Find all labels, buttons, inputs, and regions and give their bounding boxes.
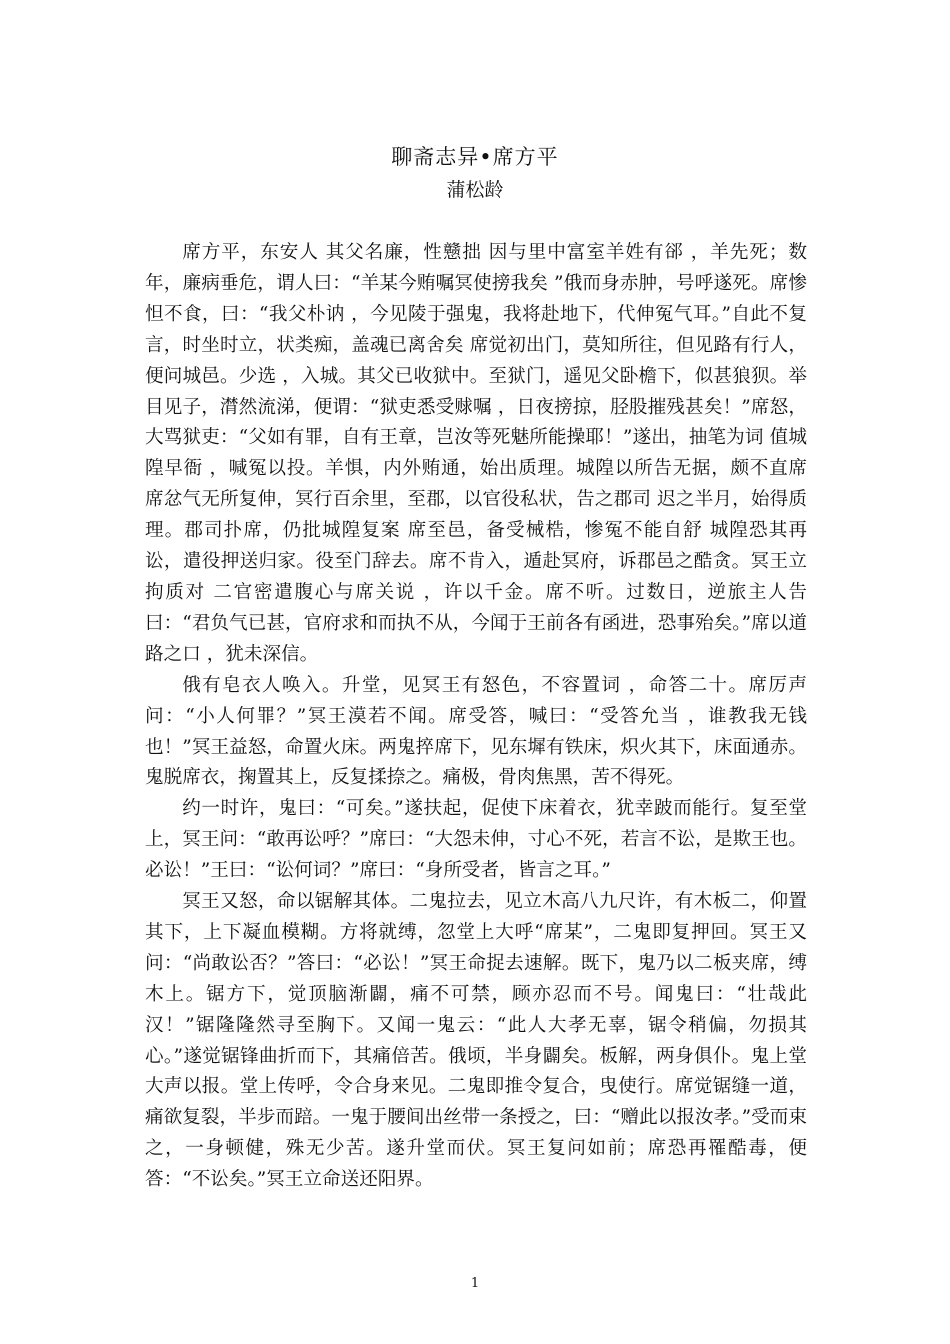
- paragraph: 俄有皂衣人唤入。升堂，见冥王有怒色，不容置词 ，命答二十。席厉声问：“小人何罪？”冥王漠若不闻。席受答，喊曰：“受答允当 ，谁教我无钱也！”冥王益怒，命置火床。两鬼捽席下，见东墀有铁床，炽火其下，床面通赤。鬼脱席衣，掬置其上，反复揉捺之。痛极，骨肉焦黑，苦不得死。: [145, 674, 807, 789]
- paragraph: 约一时许，鬼曰：“可矣。”遂扶起，促使下床着衣，犹幸跛而能行。复至堂上，冥王问：“敢再讼呼？”席曰：“大怨未伸，寸心不死，若言不讼，是欺王也。必讼！”王曰：“讼何词？”席曰：“身所受者，皆言之耳。”: [145, 798, 807, 882]
- document-body: [145, 238, 807, 1196]
- page-number: 1: [470, 1276, 480, 1291]
- paragraph: 冥王又怒，命以锯解其体。二鬼拉去，见立木高八九尺许，有木板二，仰置其下，上下凝血模糊。方将就缚，忽堂上大呼“席某”，二鬼即复押回。冥王又问：“尚敢讼否？”答曰：“必讼！”冥王命捉去速解。既下，鬼乃以二板夹席，缚木上。锯方下，觉顶脑渐闢，痛不可禁，顾亦忍而不号。闻鬼曰：“壮哉此汉！”锯隆隆然寻至胸下。又闻一鬼云：“此人大孝无辜，锯令稍偏，勿损其心。”遂觉锯锋曲折而下，其痛倍苦。俄顷，半身闢矣。板解，两身俱仆。鬼上堂大声以报。堂上传呼，令合身来见。二鬼即推令复合，曳使行。席觉锯缝一道，痛欲复裂，半步而踣。一鬼于腰间出丝带一条授之，曰：“赠此以报汝孝。”受而束之，一身顿健，殊无少苦。遂升堂而伏。冥王复问如前；席恐再罹酷毒，便答：“不讼矣。”冥王立命送还阳界。: [145, 891, 807, 1191]
- document-author: 蒲松龄: [446, 179, 504, 201]
- paragraph: 席方平，东安人 其父名廉，性戆拙 因与里中富室羊姓有郤 ，羊先死；数年，廉病垂危，谓人曰：“羊某今贿嘱冥使搒我矣 ”俄而身赤肿，号呼遂死。席惨怛不食，曰：“我父朴讷 ，今见陵于强鬼，我将赴地下，代伸冤气耳。”自此不复言，时坐时立，状类痴，盖魂已离舍矣 席觉初出门，莫知所往，但见路有行人，便问城邑。少选 ，入城。其父已收狱中。至狱门，遥见父卧檐下，似甚狼狈。举目见子，潸然流涕，便谓：“狱吏悉受赇嘱 ，日夜搒掠，胫股摧残甚矣！”席怒，大骂狱吏：“父如有罪，自有王章，岂汝等死魅所能操耶！”遂出，抽笔为词 值城隍早衙 ，喊冤以投。羊惧，内外贿通，始出质理。城隍以所告无据，颇不直席 席忿气无所复伸，冥行百余里，至郡，以官役私状，告之郡司 迟之半月，始得质理。郡司扑席，仍批城隍复案 席至邑，备受械梏，惨冤不能自舒 城隍恐其再讼，遣役押送归家。役至门辞去。席不肯入，遁赴冥府，诉郡邑之酷贪。冥王立拘质对 二官密遣腹心与席关说 ，许以千金。席不听。过数日，逆旅主人告曰：“君负气已甚，官府求和而执不从，今闻于王前各有函进，恐事殆矣。”席以道路之口 ，犹未深信。: [145, 242, 807, 665]
- document-title: 聊斋志异•席方平: [391, 145, 559, 169]
